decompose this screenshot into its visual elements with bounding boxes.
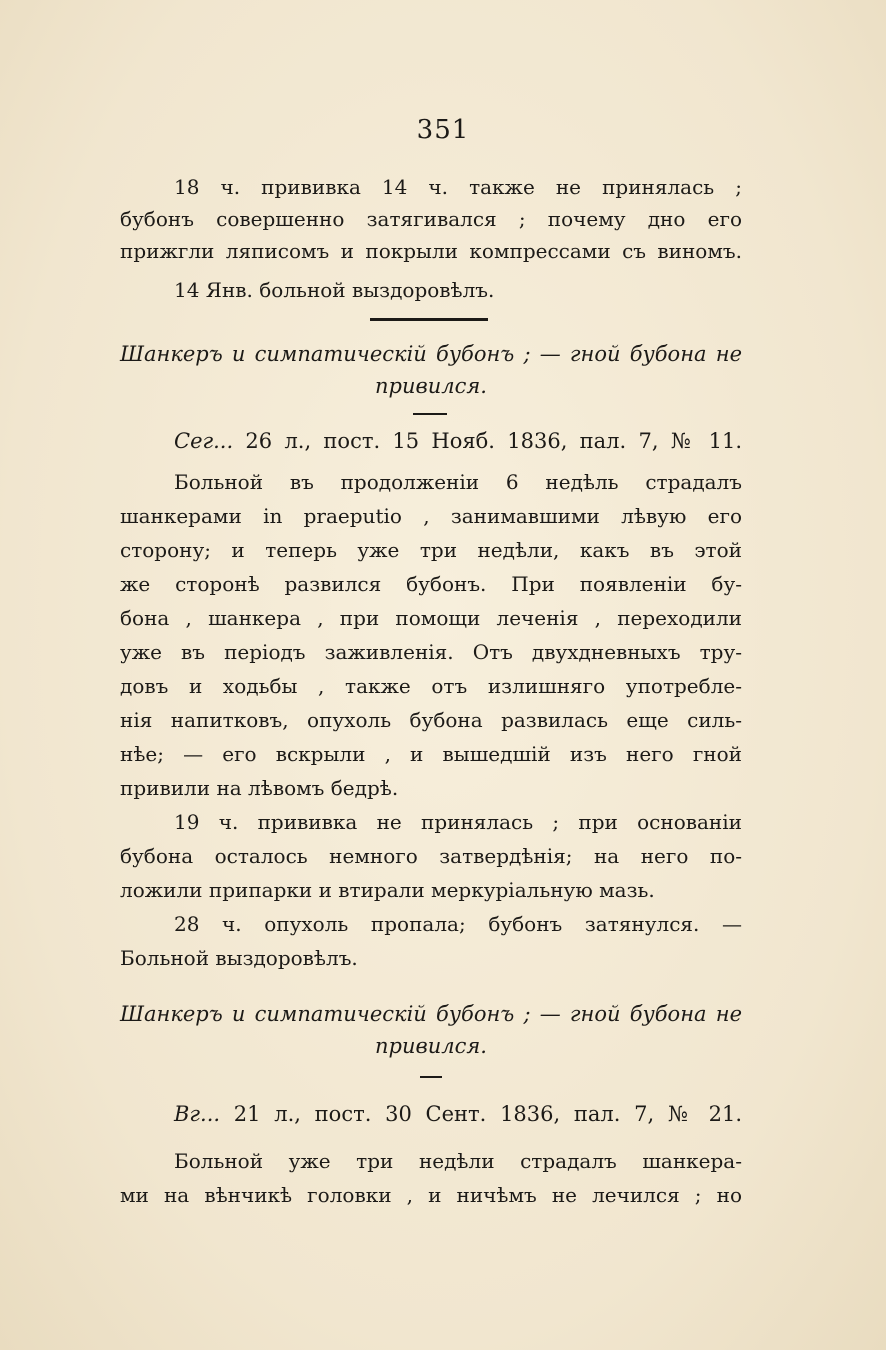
text-line: довъ и ходьбы , также отъ излишняго употребле- <box>120 674 742 698</box>
text-line: 18 ч. прививка 14 ч. также не принялась ; <box>174 175 742 199</box>
text-line: же сторонѣ развился бубонъ. При появленіи бу- <box>120 572 742 596</box>
section-heading-cont: привился. <box>375 1034 487 1058</box>
text-line: ми на вѣнчикѣ головки , и ничѣмъ не лечился ; но <box>120 1183 742 1207</box>
text-line: шанкерами in praeputio , занимавшими лѣвую его <box>120 504 742 528</box>
section-divider <box>370 318 488 321</box>
text-line: Больной уже три недѣли страдалъ шанкера- <box>174 1149 742 1173</box>
text-line: прижгли ляписомъ и покрыли компрессами съ виномъ. <box>120 239 742 263</box>
page-number: 351 <box>416 115 470 145</box>
case-header <box>174 1100 742 1128</box>
patient-name: Сег... <box>174 429 234 453</box>
short-divider <box>420 1076 442 1078</box>
text-line: 28 ч. опухоль пропала; бубонъ затянулся. — <box>174 912 742 936</box>
text-line: сторону; и теперь уже три недѣли, какъ въ этой <box>120 538 742 562</box>
text-line: 14 Янв. больной выздоровѣлъ. <box>174 278 495 302</box>
patient-name: Вг... <box>174 1102 221 1126</box>
case-header <box>174 427 742 455</box>
text-line: Больной въ продолженіи 6 недѣль страдалъ <box>174 470 742 494</box>
section-heading-cont: привился. <box>375 374 487 398</box>
short-divider <box>413 413 447 415</box>
section-heading: Шанкеръ и симпатическій бубонъ ; — гной бубона не <box>120 1002 742 1026</box>
case-details: 21 л., пост. 30 Сент. 1836, пал. 7, № 21. <box>220 1102 742 1126</box>
case-details: 26 л., пост. 15 Нояб. 1836, пал. 7, № 11. <box>233 429 742 453</box>
text-line: нія напитковъ, опухоль бубона развилась еще силь- <box>120 708 742 732</box>
text-line: ложили припарки и втирали меркуріальную мазь. <box>120 878 655 902</box>
section-heading: Шанкеръ и симпатическій бубонъ ; — гной бубона не <box>120 342 742 366</box>
text-line: нѣе; — его вскрыли , и вышедшій изъ него гной <box>120 742 742 766</box>
text-line: бубонъ совершенно затягивался ; почему дно его <box>120 207 742 231</box>
text-line: бона , шанкера , при помощи леченія , переходили <box>120 606 742 630</box>
text-line: бубона осталось немного затвердѣнія; на него по- <box>120 844 742 868</box>
text-line: 19 ч. прививка не принялась ; при основаніи <box>174 810 742 834</box>
text-line: уже въ періодъ заживленія. Отъ двухдневныхъ тру- <box>120 640 742 664</box>
text-line: Больной выздоровѣлъ. <box>120 946 358 970</box>
text-line: привили на лѣвомъ бедрѣ. <box>120 776 399 800</box>
